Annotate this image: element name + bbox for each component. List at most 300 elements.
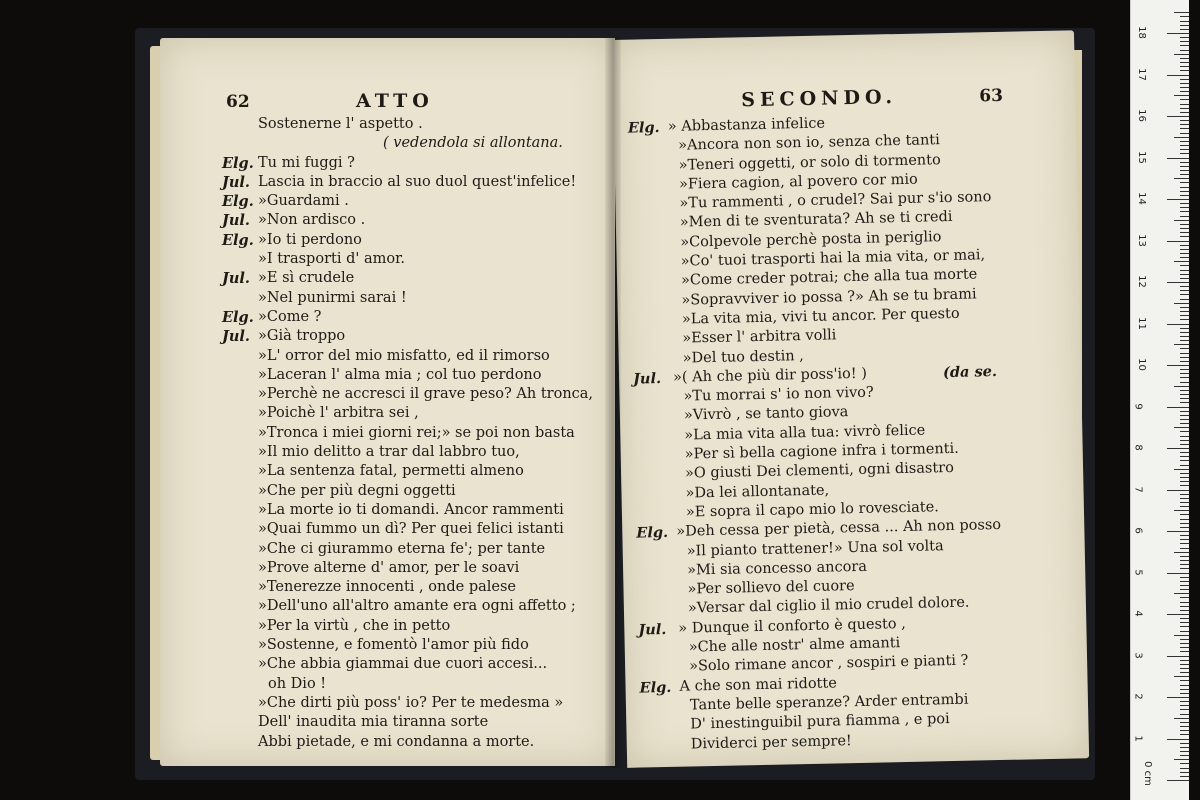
ruler-tick [1180, 685, 1189, 686]
ruler-tick [1180, 257, 1189, 258]
ruler-tick [1174, 552, 1189, 553]
dialogue-line: »La sentenza fatal, permetti almeno [258, 463, 524, 480]
dialogue-line: »Co' tuoi trasporti hai la mia vita, or mai, [680, 247, 986, 270]
ruler-tick [1180, 776, 1189, 777]
dialogue-line: »Che abbia giammai due cuori accesi... [258, 656, 548, 673]
ruler-tick [1180, 730, 1189, 731]
ruler-tick [1180, 626, 1189, 627]
ruler-tick [1180, 216, 1189, 217]
ruler-tick [1180, 581, 1189, 582]
ruler-tick [1180, 265, 1189, 266]
ruler-tick [1180, 79, 1189, 80]
text-line [222, 116, 612, 135]
ruler-tick [1180, 423, 1189, 424]
ruler-tick [1180, 211, 1189, 212]
ruler-tick [1180, 274, 1189, 275]
ruler-tick [1167, 656, 1189, 657]
dialogue-line: »Esser l' arbitra volli [682, 327, 837, 347]
text-line [222, 656, 612, 675]
ruler-number: 10 [1135, 358, 1147, 371]
ruler-tick [1180, 743, 1189, 744]
dialogue-line: A che son mai ridotte [679, 675, 837, 695]
ruler-number: 9 [1132, 402, 1144, 410]
ruler-tick [1180, 618, 1189, 619]
ruler-tick [1180, 336, 1189, 337]
ruler-tick [1180, 548, 1189, 549]
ruler-tick [1174, 261, 1189, 262]
ruler-tick [1167, 407, 1189, 408]
ruler-number: 2 [1132, 693, 1144, 700]
left-page-text [222, 116, 612, 753]
dialogue-line: »Del tuo destin , [682, 347, 804, 367]
text-line [222, 676, 612, 695]
dialogue-line: »La mia vita alla tua: vivrò felice [684, 422, 926, 444]
ruler-tick [1180, 647, 1189, 648]
ruler-tick [1167, 116, 1189, 117]
text-line [222, 714, 612, 733]
dialogue-line: »Il pianto trattener!» Una sol volta [686, 537, 944, 560]
ruler-tick [1174, 303, 1189, 304]
dialogue-line: »Guardami . [258, 193, 349, 210]
ruler-tick [1180, 689, 1189, 690]
dialogue-line: »Da lei allontanate, [685, 482, 830, 502]
ruler-tick [1180, 328, 1189, 329]
ruler-tick [1180, 535, 1189, 536]
dialogue-line: » Abbastanza infelice [667, 115, 826, 135]
ruler-tick [1174, 12, 1189, 13]
ruler-tick [1180, 602, 1189, 603]
dialogue-line: » Dunque il conforto è questo , [678, 615, 906, 637]
open-book [150, 32, 1080, 772]
text-line [222, 270, 612, 289]
ruler-tick [1180, 514, 1189, 515]
ruler-tick [1180, 290, 1189, 291]
ruler-tick [1167, 365, 1189, 366]
ruler-tick [1180, 124, 1189, 125]
ruler-tick [1180, 693, 1189, 694]
dialogue-line: Dividerci per sempre! [690, 732, 852, 753]
ruler-number: 16 [1135, 109, 1147, 122]
dialogue-line: »Per sollievo del cuore [687, 578, 855, 598]
ruler-tick [1180, 182, 1189, 183]
ruler-tick [1180, 664, 1189, 665]
dialogue-line: »Ancora non son io, senza che tanti [678, 132, 940, 154]
ruler-tick [1180, 651, 1189, 652]
ruler-tick [1180, 705, 1189, 706]
ruler-tick [1174, 635, 1189, 636]
ruler-number: 3 [1132, 651, 1144, 659]
ruler-tick [1167, 448, 1189, 449]
ruler-tick [1180, 556, 1189, 557]
dialogue-line: »Men di te sventurata? Ah se ti credi [679, 209, 953, 232]
ruler-tick [1180, 58, 1189, 59]
ruler-tick [1180, 104, 1189, 105]
ruler-tick [1167, 158, 1189, 159]
ruler-tick [1180, 87, 1189, 88]
ruler-tick [1180, 25, 1189, 26]
dialogue-line: Tu mi fuggi ? [258, 154, 355, 171]
ruler-tick [1180, 128, 1189, 129]
dialogue-line: »Tu morrai s' io non vivo? [683, 384, 874, 405]
ruler-tick [1180, 187, 1189, 188]
ruler-tick [1180, 357, 1189, 358]
ruler-tick [1180, 224, 1189, 225]
ruler-tick [1180, 145, 1189, 146]
right-page [612, 30, 1089, 768]
ruler-tick [1180, 734, 1189, 735]
ruler-tick [1180, 585, 1189, 586]
ruler-tick [1180, 153, 1189, 154]
ruler-tick [1180, 597, 1189, 598]
text-line [222, 463, 612, 482]
ruler-tick [1180, 369, 1189, 370]
text-line [222, 521, 612, 540]
dialogue-line: »Tronca i miei giorni rei;» se poi non basta [258, 424, 575, 441]
ruler-number: 11 [1135, 316, 1147, 330]
ruler-tick [1180, 543, 1189, 544]
ruler-tick [1180, 502, 1189, 503]
ruler-tick [1180, 170, 1189, 171]
ruler-tick [1180, 751, 1189, 752]
ruler-tick [1180, 610, 1189, 611]
text-line [222, 483, 612, 502]
ruler-tick [1180, 560, 1189, 561]
ruler-tick [1180, 440, 1189, 441]
ruler-tick [1167, 739, 1189, 740]
ruler-tick [1180, 361, 1189, 362]
ruler-tick [1180, 16, 1189, 17]
ruler-tick [1180, 672, 1189, 673]
ruler-tick [1180, 377, 1189, 378]
ruler-tick [1180, 319, 1189, 320]
ruler-tick [1180, 539, 1189, 540]
ruler-tick [1180, 62, 1189, 63]
dialogue-line: »Che dirti più poss' io? Per te medesma » [258, 694, 564, 711]
ruler-tick [1180, 763, 1189, 764]
text-line [222, 135, 612, 154]
ruler-tick [1174, 510, 1189, 511]
ruler-tick [1180, 120, 1189, 121]
ruler-tick [1180, 174, 1189, 175]
text-line [222, 290, 612, 309]
ruler-tick [1180, 149, 1189, 150]
dialogue-line: »I trasporti d' amor. [258, 251, 406, 268]
ruler-tick [1180, 37, 1189, 38]
ruler-tick [1180, 112, 1189, 113]
ruler-number: 12 [1135, 275, 1147, 288]
ruler-tick [1180, 249, 1189, 250]
ruler-tick [1180, 436, 1189, 437]
speaker-label: Elg. [222, 154, 254, 172]
dialogue-line: »Nel punirmi sarai ! [258, 289, 407, 306]
ruler-tick [1167, 780, 1189, 781]
dialogue-line: »Per la virtù , che in petto [258, 617, 451, 634]
ruler-tick [1180, 564, 1189, 565]
ruler-tick [1180, 481, 1189, 482]
ruler-tick [1180, 315, 1189, 316]
dialogue-line: »Poichè l' arbitra sei , [258, 405, 419, 422]
ruler-tick [1180, 390, 1189, 391]
ruler-tick [1180, 232, 1189, 233]
dialogue-line: »Tu rammenti , o crudel? Sai pur s'io sono [679, 189, 992, 212]
ruler-tick [1167, 199, 1189, 200]
speaker-label: Elg. [639, 678, 672, 697]
dialogue-line: »Già troppo [258, 328, 346, 345]
speaker-label: Jul. [638, 620, 667, 639]
text-line [222, 232, 612, 251]
ruler-tick [1167, 241, 1189, 242]
left-page-number: 62 [226, 92, 250, 112]
ruler-tick [1174, 593, 1189, 594]
dialogue-line: Abbi pietade, e mi condanna a morte. [258, 733, 535, 750]
ruler-number: 7 [1132, 485, 1144, 493]
ruler-tick [1180, 253, 1189, 254]
ruler-tick [1180, 431, 1189, 432]
ruler-tick [1174, 344, 1189, 345]
ruler-tick [1180, 195, 1189, 196]
right-running-head: SECONDO. [741, 86, 898, 112]
ruler-tick [1180, 668, 1189, 669]
ruler-tick [1180, 747, 1189, 748]
speaker-label: Elg. [636, 524, 669, 542]
ruler-tick [1167, 614, 1189, 615]
ruler-tick [1180, 340, 1189, 341]
dialogue-line: »E sì crudele [258, 270, 355, 287]
speaker-label: Elg. [222, 308, 254, 326]
dialogue-line: »Per sì bella cagione infra i tormenti. [684, 440, 959, 463]
text-line [222, 367, 612, 386]
ruler-tick [1180, 701, 1189, 702]
ruler-tick [1180, 203, 1189, 204]
dialogue-line: »Solo rimane ancor , sospiri e pianti ? [688, 652, 969, 675]
ruler-tick [1180, 66, 1189, 67]
text-line [222, 579, 612, 598]
ruler-tick [1180, 631, 1189, 632]
ruler-tick [1174, 178, 1189, 179]
dialogue-line: »E sopra il capo mio lo rovesciate. [685, 499, 940, 521]
ruler-tick [1167, 490, 1189, 491]
dialogue-line: »Fiera cagion, al povero cor mio [678, 171, 918, 193]
dialogue-line: »Il mio delitto a trar dal labbro tuo, [258, 444, 520, 461]
dialogue-line: »La vita mia, vivi tu ancor. Per questo [681, 305, 960, 328]
dialogue-line: »Quai fummo un dì? Per quei felici istanti [258, 521, 564, 538]
dialogue-line: Lascia in braccio al suo duol quest'infelice! [258, 173, 577, 190]
dialogue-line: »Sostenne, e fomentò l'amor più fido [258, 637, 529, 654]
ruler-tick [1180, 519, 1189, 520]
ruler-tick [1180, 460, 1189, 461]
ruler-tick [1180, 714, 1189, 715]
ruler-tick [1180, 348, 1189, 349]
ruler-tick [1180, 709, 1189, 710]
ruler-tick [1174, 95, 1189, 96]
ruler-tick [1180, 29, 1189, 30]
text-line [222, 502, 612, 521]
speaker-label: Elg. [222, 193, 254, 211]
speaker-label: Jul. [222, 270, 250, 288]
text-line [222, 541, 612, 560]
ruler-tick [1180, 83, 1189, 84]
text-line [222, 174, 612, 193]
dialogue-line: »L' orror del mio misfatto, ed il rimorso [258, 347, 550, 364]
ruler-number: 14 [1135, 192, 1147, 205]
speaker-label: Elg. [222, 231, 254, 249]
dialogue-line: »La morte io ti domandi. Ancor rammenti [258, 501, 564, 518]
ruler-tick [1167, 75, 1189, 76]
ruler-number: 15 [1135, 150, 1147, 164]
ruler-tick [1167, 282, 1189, 283]
ruler-tick [1180, 568, 1189, 569]
dialogue-line: »Perchè ne accresci il grave peso? Ah tronca, [258, 386, 594, 403]
ruler-tick [1180, 394, 1189, 395]
text-line [222, 328, 612, 347]
ruler-tick [1180, 506, 1189, 507]
ruler-tick [1180, 41, 1189, 42]
dialogue-line: »Deh cessa per pietà, cessa ... Ah non posso [676, 517, 1002, 540]
text-line [222, 598, 612, 617]
dialogue-line: »Che alle nostr' alme amanti [688, 635, 901, 656]
text-line [222, 618, 612, 637]
ruler-tick [1167, 324, 1189, 325]
dialogue-line: »Non ardisco . [258, 212, 366, 229]
dialogue-line: »Prove alterne d' amor, per le soavi [258, 559, 520, 576]
ruler-tick [1180, 99, 1189, 100]
ruler-number: 8 [1132, 444, 1144, 451]
ruler-tick [1180, 485, 1189, 486]
ruler-tick [1180, 456, 1189, 457]
dialogue-line: »Versar dal ciglio il mio crudel dolore. [687, 595, 970, 617]
ruler-tick [1180, 498, 1189, 499]
ruler-tick [1180, 768, 1189, 769]
dialogue-line: »Teneri oggetti, or solo di tormento [678, 151, 941, 174]
text-line [222, 405, 612, 424]
text-line [222, 695, 612, 714]
ruler-tick [1167, 33, 1189, 34]
ruler-tick [1180, 207, 1189, 208]
dialogue-line: »O giusti Dei clementi, ogni disastro [684, 460, 955, 482]
dialogue-line: Tante belle speranze? Arder entrambi [689, 691, 969, 714]
ruler-tick [1180, 452, 1189, 453]
book-gutter [605, 38, 621, 768]
measuring-ruler [1130, 0, 1189, 800]
dialogue-line: »Dell'uno all'altro amante era ogni affetto ; [258, 598, 576, 615]
ruler-tick [1180, 419, 1189, 420]
ruler-tick [1180, 91, 1189, 92]
ruler-tick [1180, 402, 1189, 403]
ruler-tick [1180, 236, 1189, 237]
ruler-tick [1180, 660, 1189, 661]
text-line [222, 425, 612, 444]
ruler-tick [1180, 772, 1189, 773]
text-line [222, 212, 612, 231]
dialogue-line: Dell' inaudita mia tiranna sorte [258, 714, 489, 731]
ruler-number: 1 [1132, 734, 1144, 742]
text-line [222, 193, 612, 212]
ruler-tick [1180, 108, 1189, 109]
ruler-tick [1174, 759, 1189, 760]
speaker-label: Jul. [222, 212, 250, 230]
ruler-tick [1180, 45, 1189, 46]
dialogue-line: »Vivrò , se tanto giova [683, 404, 849, 425]
text-line [222, 251, 612, 270]
text-line [222, 155, 612, 174]
ruler-tick [1180, 527, 1189, 528]
dialogue-line: »Che ci giurammo eterna fe'; per tante [258, 540, 546, 557]
text-line [222, 348, 612, 367]
ruler-tick [1180, 477, 1189, 478]
ruler-tick [1180, 70, 1189, 71]
ruler-tick [1180, 294, 1189, 295]
ruler-tick [1167, 697, 1189, 698]
ruler-tick [1180, 307, 1189, 308]
dialogue-line: »Come creder potrai; che alla tua morte [680, 266, 978, 289]
ruler-tick [1167, 531, 1189, 532]
ruler-tick [1174, 220, 1189, 221]
dialogue-line: »Come ? [258, 308, 322, 325]
ruler-tick [1180, 245, 1189, 246]
ruler-tick [1180, 755, 1189, 756]
ruler-number: 17 [1135, 67, 1147, 81]
ruler-tick [1174, 427, 1189, 428]
ruler-tick [1180, 411, 1189, 412]
text-line [222, 637, 612, 656]
ruler-tick [1180, 494, 1189, 495]
ruler-number: 13 [1135, 233, 1147, 247]
ruler-tick [1174, 676, 1189, 677]
ruler-tick [1174, 54, 1189, 55]
text-line [222, 386, 612, 405]
text-line [222, 309, 612, 328]
ruler-tick [1180, 722, 1189, 723]
ruler-tick [1180, 373, 1189, 374]
ruler-tick [1180, 639, 1189, 640]
ruler-tick [1180, 444, 1189, 445]
ruler-tick [1174, 386, 1189, 387]
ruler-tick [1180, 133, 1189, 134]
ruler-tick [1180, 141, 1189, 142]
ruler-tick [1180, 166, 1189, 167]
ruler-tick [1180, 270, 1189, 271]
ruler-tick [1180, 228, 1189, 229]
ruler-tick [1180, 577, 1189, 578]
ruler-tick [1180, 622, 1189, 623]
ruler-number: 5 [1132, 568, 1144, 576]
ruler-tick [1180, 382, 1189, 383]
ruler-tick [1180, 589, 1189, 590]
ruler-number: 4 [1132, 610, 1144, 617]
text-line [222, 444, 612, 463]
dialogue-line: »Tenerezze innocenti , onde palese [258, 579, 516, 596]
speaker-label: Jul. [222, 173, 250, 191]
left-running-head: ATTO [356, 90, 434, 112]
ruler-tick [1174, 469, 1189, 470]
ruler-tick [1180, 299, 1189, 300]
ruler-tick [1180, 191, 1189, 192]
ruler-tick [1180, 21, 1189, 22]
dialogue-line: »Io ti perdono [258, 231, 362, 248]
ruler-unit-label: 0 cm [1141, 761, 1153, 786]
ruler-tick [1180, 415, 1189, 416]
ruler-tick [1174, 137, 1189, 138]
dialogue-line: »( Ah che più dir poss'io! ) [672, 365, 868, 386]
dialogue-line: Sostenerne l' aspetto . [258, 116, 423, 132]
ruler-tick [1180, 50, 1189, 51]
ruler-number: 18 [1135, 26, 1147, 39]
left-page [160, 38, 615, 766]
ruler-tick [1180, 643, 1189, 644]
dialogue-line: »Sopravviver io possa ?» Ah se tu brami [681, 286, 977, 309]
ruler-tick [1180, 473, 1189, 474]
dialogue-line: »Laceran l' alma mia ; col tuo perdono [258, 366, 542, 383]
